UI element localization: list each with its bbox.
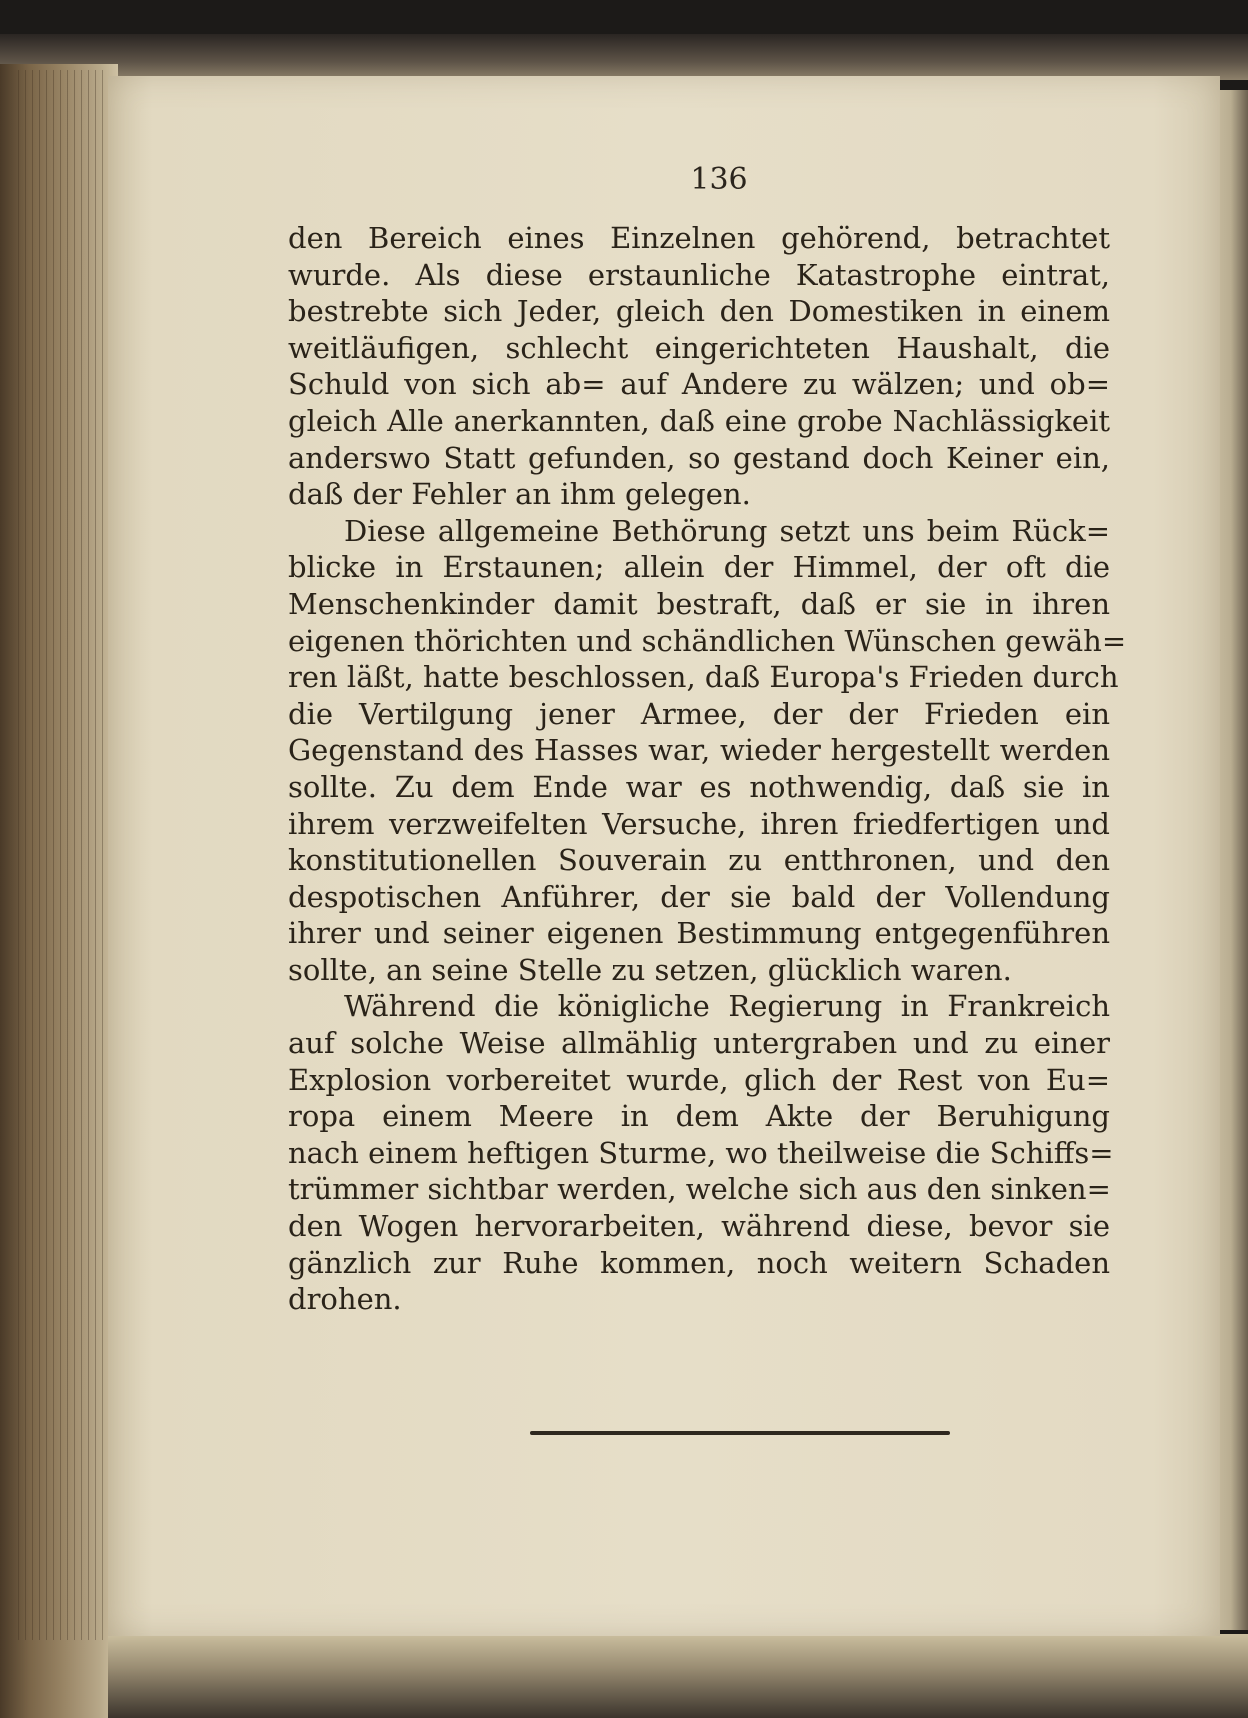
text-line: weitläufigen, schlecht eingerichteten Haushalt, die [288,330,1110,365]
text-line: nach einem heftigen Sturme, wo theilweise die Schiffs= [288,1135,1114,1170]
text-line: den Bereich eines Einzelnen gehörend, betrachtet [288,221,1110,255]
text-line: ren läßt, hatte beschlossen, daß Europa's Frieden durch [288,660,1119,695]
end-rule [530,1431,950,1435]
text-line: despotischen Anführer, der sie bald der Vollendung [288,879,1110,914]
text-line: Schuld von sich ab= auf Andere zu wälzen; und ob= [288,367,1110,402]
text-line: blicke in Erstaunen; allein der Himmel, der oft die [288,550,1110,585]
body-text [288,220,1127,1318]
text-line: auf solche Weise allmählig untergraben und zu einer [288,1026,1110,1061]
text-line: konstitutionellen Souverain zu entthronen, und den [288,843,1110,878]
text-line: trümmer sichtbar werden, welche sich aus den sinken= [288,1172,1111,1207]
text-line: Explosion vorbereitet wurde, glich der Rest von Eu= [288,1062,1110,1097]
text-line: daß der Fehler an ihm gelegen. [288,477,751,512]
text-line: ihrem verzweifelten Versuche, ihren friedfertigen und [288,806,1110,841]
text-line: Gegenstand des Hasses war, wieder hergestellt werden [288,733,1110,768]
text-line: Während die königliche Regierung in Frankreich [344,989,1110,1024]
book-cover-top [0,34,1248,80]
text-line: drohen. [288,1282,402,1317]
text-line: ropa einem Meere in dem Akte der Beruhigung [288,1099,1110,1134]
page-bottom-edge [108,1634,1248,1718]
text-line: Menschenkinder damit bestraft, daß er sie in ihren [288,586,1110,621]
text-line: sollte, an seine Stelle zu setzen, glücklich waren. [288,952,1012,987]
text-line: sollte. Zu dem Ende war es nothwendig, daß sie in [288,769,1110,804]
text-line: die Vertilgung jener Armee, der der Frieden ein [288,696,1110,731]
text-line: eigenen thörichten und schändlichen Wünschen gewäh= [288,623,1127,658]
text-line: bestrebte sich Jeder, gleich den Domestiken in einem [288,294,1110,329]
text-line: den Wogen hervorarbeiten, während diese, bevor sie [288,1209,1110,1244]
page-number: 136 [690,162,748,197]
text-line: Diese allgemeine Bethörung setzt uns beim Rück= [344,513,1110,548]
page-edge-lines [18,70,108,1640]
text-line: gleich Alle anerkannten, daß eine grobe Nachlässigkeit [288,403,1110,438]
text-line: gänzlich zur Ruhe kommen, noch weitern Schaden [288,1245,1110,1280]
text-line: wurde. Als diese erstaunliche Katastrophe eintrat, [288,257,1110,292]
text-line: ihrer und seiner eigenen Bestimmung entgegenführen [288,916,1110,951]
text-line: anderswo Statt gefunden, so gestand doch Keiner ein, [288,440,1110,475]
